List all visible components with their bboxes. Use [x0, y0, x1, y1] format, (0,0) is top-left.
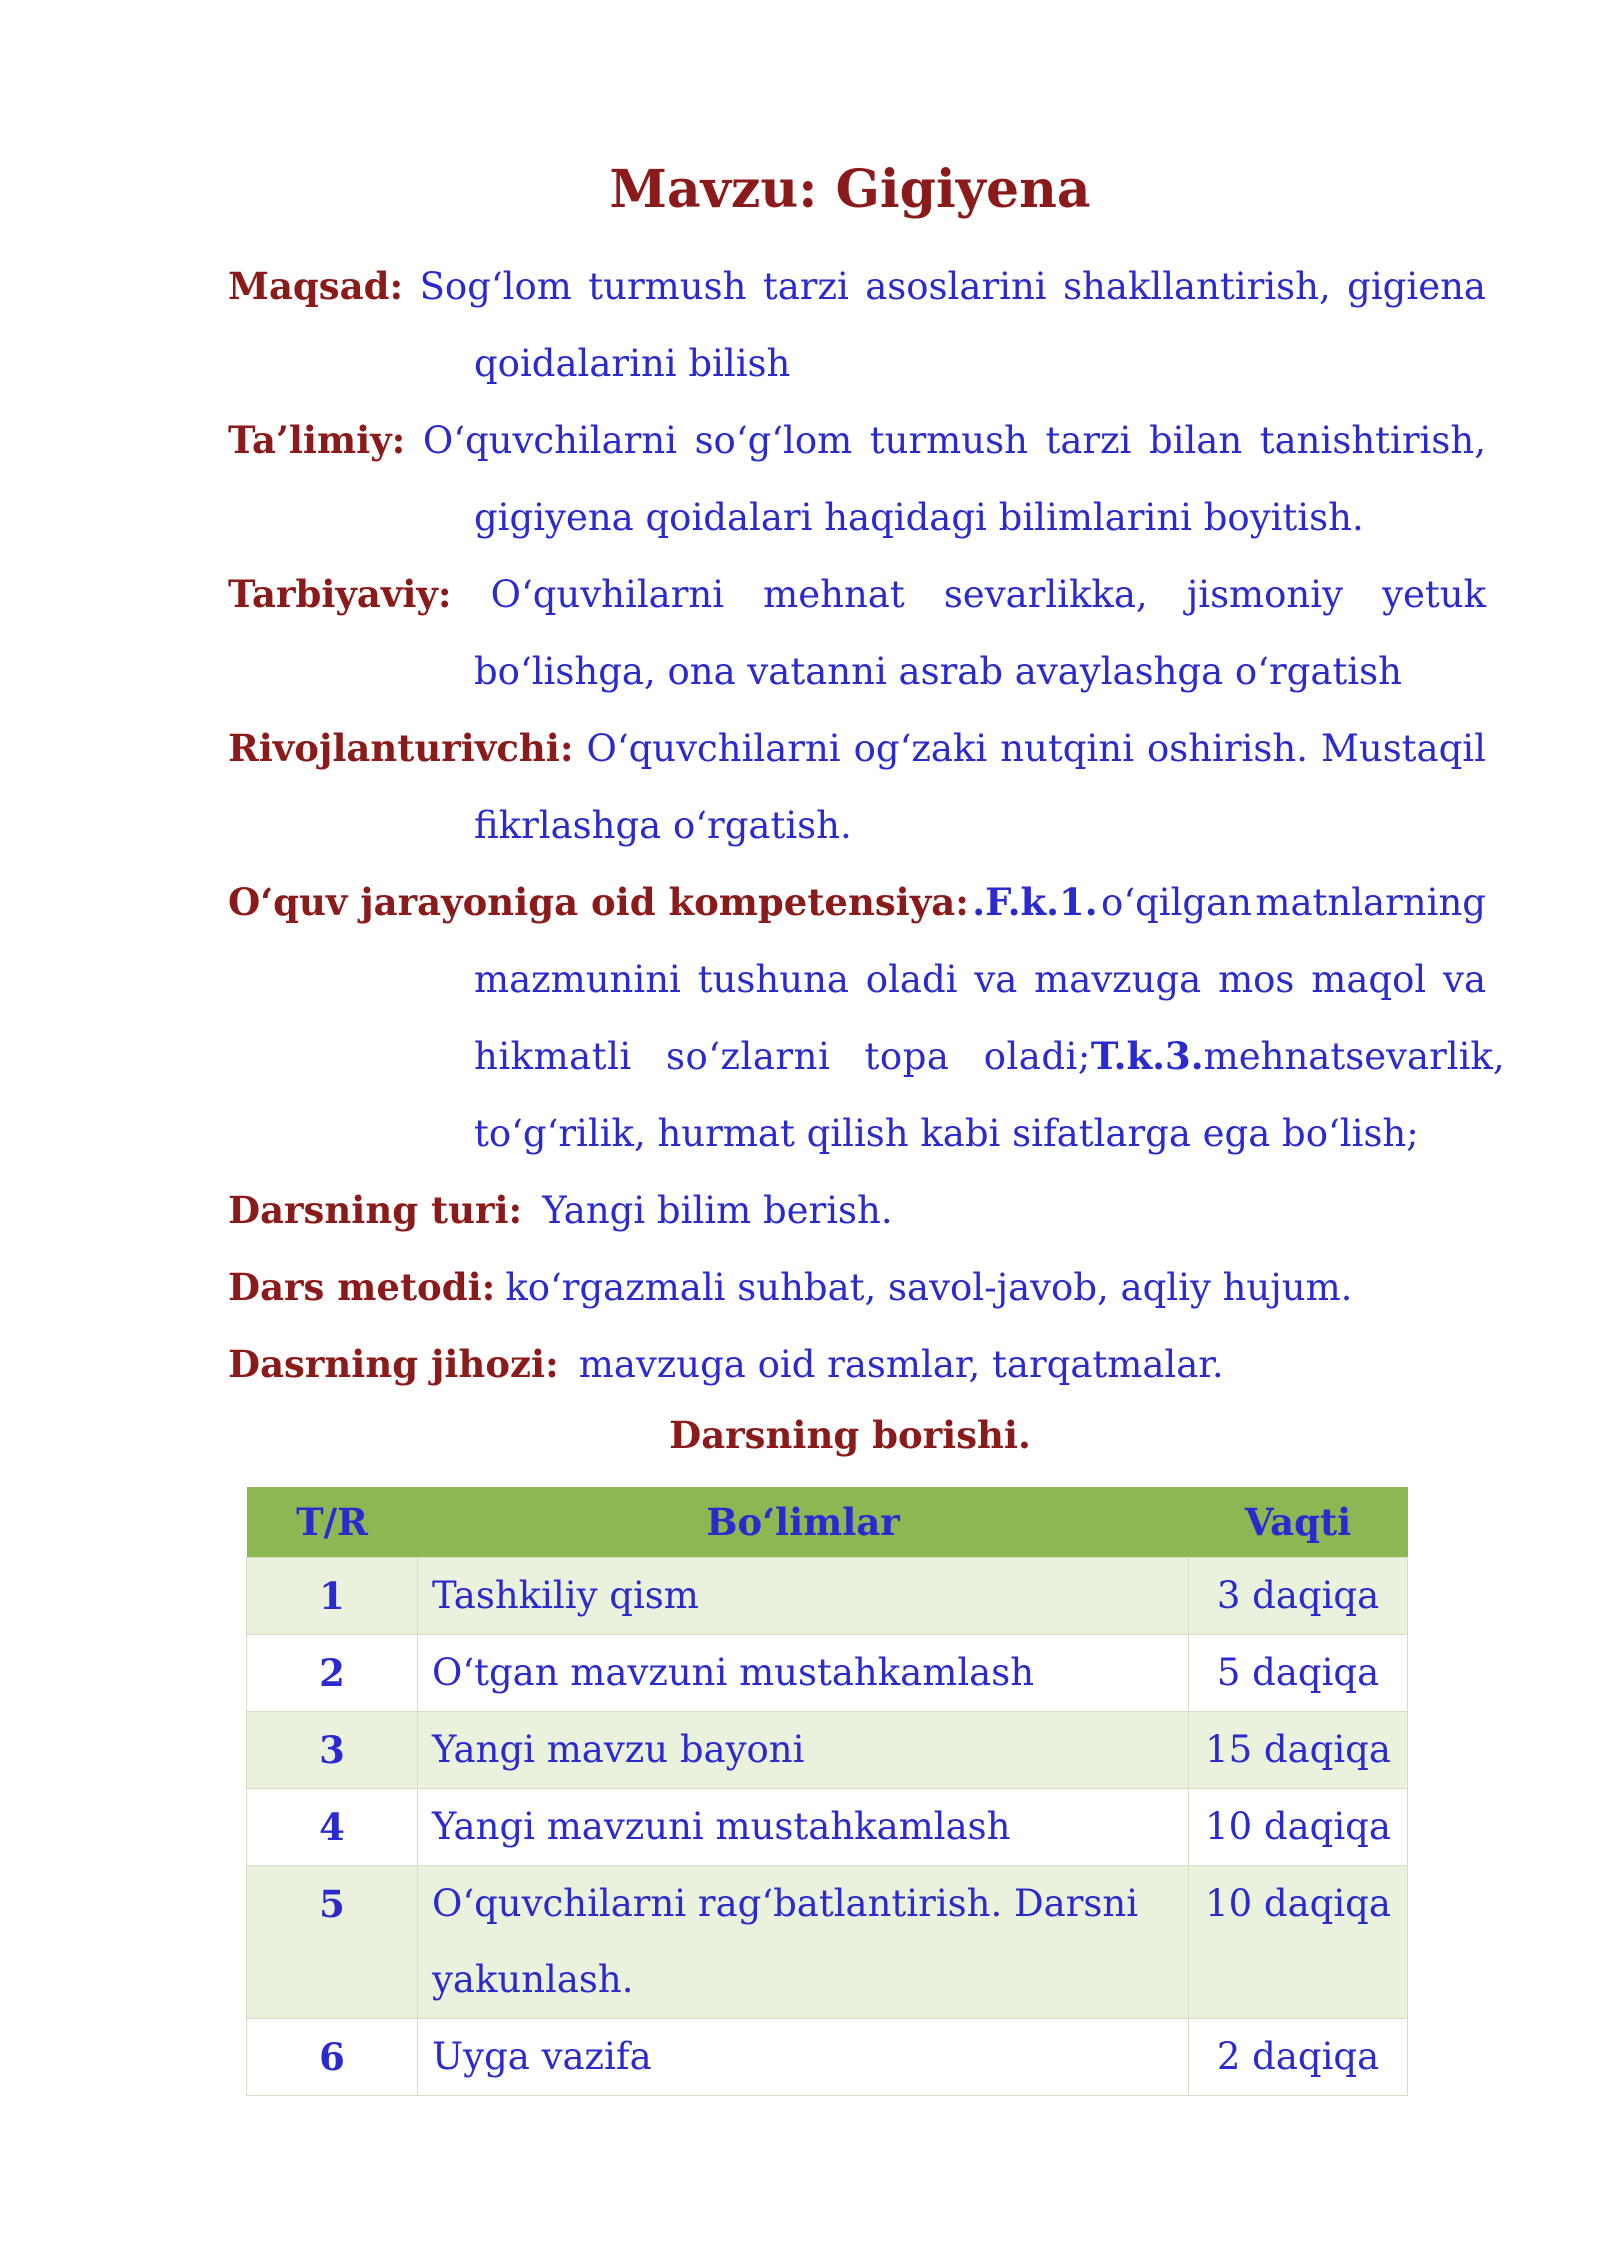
rivojlanturivchi-word: oshirish. [1146, 727, 1308, 770]
talimiy-continuation: gigiyena qoidalari haqidagi bilimlarini boyitish. [474, 496, 1364, 539]
maqsad-word: gigiena [1347, 265, 1486, 308]
row-section: Yangi mavzuni mustahkamlash [418, 1789, 1189, 1866]
section-talimiy [228, 402, 1486, 556]
table-header-row [247, 1487, 1408, 1558]
section-jihozi [228, 1326, 1486, 1403]
kompetensiya-line-2: mazmunini tushuna oladi va mavzuga mos maqol va [474, 958, 1486, 1001]
maqsad-word: Sog‘lom [419, 265, 572, 308]
row-number: 6 [247, 2019, 418, 2096]
tarbiyaviy-word: yetuk [1382, 573, 1486, 616]
rivojlanturivchi-continuation: fikrlashga o‘rgatish. [474, 804, 852, 847]
row-section: Tashkiliy qism [418, 1558, 1189, 1635]
kompetensiya-first-line [228, 864, 1486, 941]
rivojlanturivchi-word: og‘zaki [853, 727, 988, 770]
dars-metodi-label: Dars metodi: [228, 1265, 496, 1309]
kompetensiya-code-fk1: .F.k.1. [972, 880, 1098, 924]
maqsad-word: shakllantirish, [1063, 265, 1331, 308]
row-time: 5 daqiqa [1189, 1635, 1408, 1712]
row-time: 3 daqiqa [1189, 1558, 1408, 1635]
tarbiyaviy-word: O‘quvhilarni [490, 573, 725, 616]
kompetensiya-line-3 [228, 1018, 1505, 1095]
dars-metodi-value: ko‘rgazmali suhbat, savol-javob, aqliy hujum. [505, 1266, 1353, 1309]
row-section: Uyga vazifa [418, 2019, 1189, 2096]
row-section: O‘tgan mavzuni mustahkamlash [418, 1635, 1189, 1712]
row-number: 4 [247, 1789, 418, 1866]
rivojlanturivchi-word: nutqini [1000, 727, 1134, 770]
rivojlanturivchi-label: Rivojlanturivchi: [228, 726, 574, 770]
section-dars-metodi [228, 1249, 1486, 1326]
kompetensiya-word: matnlarning [1255, 881, 1486, 924]
jihozi-label: Dasrning jihozi: [228, 1342, 559, 1386]
maqsad-word: turmush [588, 265, 747, 308]
jihozi-value: mavzuga oid rasmlar, tarqatmalar. [578, 1343, 1224, 1386]
table-row [247, 2019, 1408, 2096]
talimiy-first-line [228, 402, 1486, 479]
talimiy-word: so‘g‘lom [694, 419, 853, 462]
header-number: T/R [247, 1487, 418, 1558]
kompetensiya-line-4: to‘g‘rilik, hurmat qilish kabi sifatlarga ega bo‘lish; [474, 1112, 1419, 1155]
table-row [247, 1558, 1408, 1635]
tarbiyaviy-continuation: bo‘lishga, ona vatanni asrab avaylashga o‘rgatish [474, 650, 1402, 693]
dars-metodi-line [228, 1249, 1486, 1326]
kompetensiya-label: O‘quv jarayoniga oid kompetensiya: [228, 880, 969, 924]
talimiy-word: tarzi [1045, 419, 1132, 462]
row-number: 1 [247, 1558, 418, 1635]
tarbiyaviy-first-line [228, 556, 1486, 633]
table-row [247, 1712, 1408, 1789]
row-time: 10 daqiqa [1189, 1866, 1408, 2019]
table-row [247, 1789, 1408, 1866]
kompetensiya-line-3-tail: mehnatsevarlik, [1203, 1035, 1505, 1078]
page-title: Mavzu: Gigiyena [609, 159, 1091, 220]
section-rivojlanturivchi [228, 710, 1486, 864]
rivojlanturivchi-word: Mustaqil [1320, 727, 1486, 770]
maqsad-first-line [228, 248, 1486, 325]
kompetensiya-code-tk3: T.k.3. [1090, 1034, 1204, 1078]
row-section: O‘quvchilarni rag‘batlantirish. Darsni yakunlash. [418, 1866, 1189, 2019]
maqsad-word: tarzi [762, 265, 849, 308]
darsning-turi-label: Darsning turi: [228, 1188, 523, 1232]
talimiy-word: turmush [869, 419, 1028, 462]
table-row [247, 1635, 1408, 1712]
rivojlanturivchi-word: O‘quvchilarni [586, 727, 841, 770]
section-maqsad [228, 248, 1486, 402]
row-section: Yangi mavzu bayoni [418, 1712, 1189, 1789]
row-number: 2 [247, 1635, 418, 1712]
talimiy-label: Ta’limiy: [228, 418, 406, 462]
talimiy-word: O‘quvchilarni [422, 419, 678, 462]
jihozi-line [228, 1326, 1486, 1403]
kompetensiya-word: o‘qilgan [1101, 881, 1253, 924]
talimiy-word: bilan [1148, 419, 1243, 462]
header-sections: Bo‘limlar [418, 1487, 1189, 1558]
maqsad-word: asoslarini [865, 265, 1047, 308]
tarbiyaviy-label: Tarbiyaviy: [228, 572, 452, 616]
row-time: 15 daqiqa [1189, 1712, 1408, 1789]
kompetensiya-line-3-text: hikmatli so‘zlarni topa oladi; [474, 1035, 1091, 1078]
talimiy-word: tanishtirish, [1259, 419, 1486, 462]
section-darsning-turi [228, 1172, 1486, 1249]
row-time: 2 daqiqa [1189, 2019, 1408, 2096]
row-time: 10 daqiqa [1189, 1789, 1408, 1866]
tarbiyaviy-word: mehnat [763, 573, 905, 616]
maqsad-continuation: qoidalarini bilish [474, 342, 791, 385]
row-number: 3 [247, 1712, 418, 1789]
table-row [247, 1866, 1408, 2019]
rivojlanturivchi-first-line [228, 710, 1486, 787]
darsning-turi-value: Yangi bilim berish. [542, 1189, 893, 1232]
tarbiyaviy-word: sevarlikka, [943, 573, 1148, 616]
section-kompetensiya [228, 864, 1505, 1172]
darsning-turi-line [228, 1172, 1486, 1249]
row-number: 5 [247, 1866, 418, 2019]
section-subtitle: Darsning borishi. [669, 1413, 1031, 1457]
section-tarbiyaviy [228, 556, 1486, 710]
maqsad-label: Maqsad: [228, 264, 404, 308]
header-time: Vaqti [1189, 1487, 1408, 1558]
tarbiyaviy-word: jismoniy [1186, 573, 1343, 616]
lesson-plan-table [246, 1487, 1408, 2096]
